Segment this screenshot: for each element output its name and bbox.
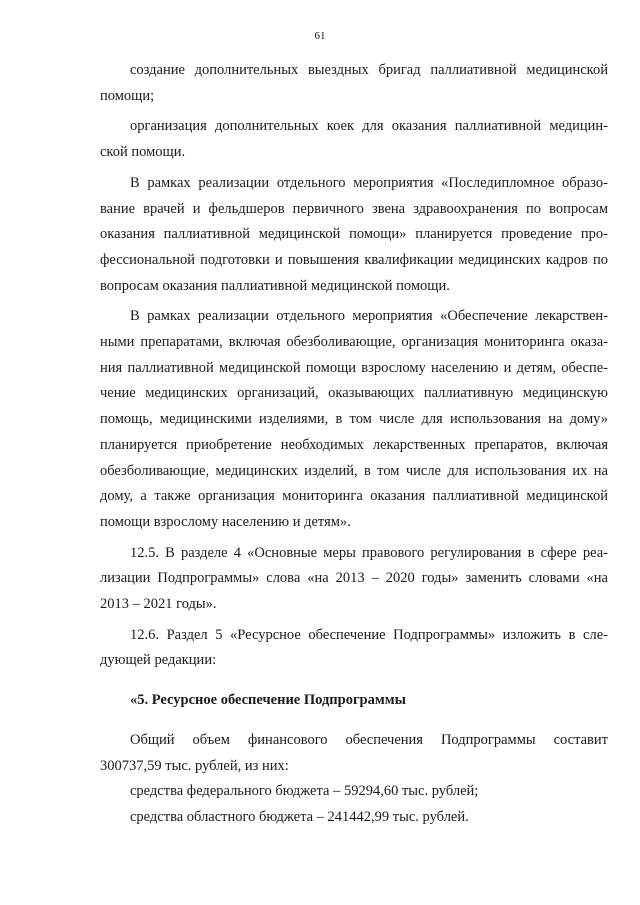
paragraph: [100, 58, 608, 109]
paragraph: [100, 805, 608, 831]
text-line: создание дополнительных выездных бригад паллиативной медицинской: [130, 62, 608, 78]
text-line: Общий объем финансового обеспечения Подпрограммы составит: [130, 731, 608, 748]
paragraph: [100, 171, 608, 300]
paragraph: [100, 779, 608, 805]
text-line: 12.6. Раздел 5 «Ресурсное обеспечение Подпрограммы» изложить в сле-: [130, 626, 608, 643]
text-line: помощи взрослому населению и детям».: [100, 513, 351, 530]
paragraph: [100, 623, 608, 674]
document-body: [100, 58, 608, 831]
text-line: В рамках реализации отдельного мероприятия «Последипломное образо-: [130, 174, 608, 191]
text-line: 300737,59 тыс. рублей, из них:: [100, 757, 289, 774]
text-line: планируется приобретение необходимых лекарственных препаратов, включая: [100, 436, 608, 453]
text-line: средства федерального бюджета – 59294,60 тыс. рублей;: [130, 783, 479, 800]
text-line: 12.5. В разделе 4 «Основные меры правового регулирования в сфере реа-: [130, 544, 608, 561]
text-line: оказания паллиативной медицинской помощи» планируется проведение про-: [100, 226, 608, 243]
text-line: ской помощи.: [100, 144, 186, 161]
text-line: 2013 – 2021 годы».: [100, 596, 217, 613]
text-line: ными препаратами, включая обезболивающие, организация мониторинга оказа-: [100, 334, 608, 351]
text-line: чение медицинских организаций, оказывающих паллиативную медицинскую: [100, 385, 608, 402]
text-line: помощь, медицинскими изделиями, в том числе для использования на дому»: [100, 411, 608, 428]
text-line: дующей редакции:: [100, 652, 217, 669]
text-line: вопросам оказания паллиативной медицинской помощи.: [100, 277, 450, 294]
paragraph: [100, 114, 608, 165]
paragraph: [100, 541, 608, 618]
text-line: помощи;: [100, 87, 155, 104]
paragraph: [100, 728, 608, 779]
text-line: фессиональной подготовки и повышения квалификации медицинских кадров по: [100, 251, 608, 268]
text-line: средства областного бюджета – 241442,99 тыс. рублей.: [130, 808, 469, 825]
text-line: дому, а также организация мониторинга оказания паллиативной медицинской: [100, 488, 608, 505]
paragraph: [100, 304, 608, 535]
text-line: ния паллиативной медицинской помощи взрослому населению и детям, обеспе-: [100, 359, 608, 376]
text-line: вание врачей и фельдшеров первичного звена здравоохранения по вопросам: [100, 200, 608, 217]
text-line: лизации Подпрограммы» слова «на 2013 – 2020 годы» заменить словами «на: [100, 570, 608, 587]
page-number: 61: [314, 30, 326, 42]
text-line: обезболивающие, медицинских изделий, в том числе для использования их на: [100, 462, 608, 479]
section-heading: «5. Ресурсное обеспечение Подпрограммы: [130, 692, 406, 709]
text-line: В рамках реализации отдельного мероприятия «Обеспечение лекарствен-: [130, 308, 608, 325]
text-line: организация дополнительных коек для оказания паллиативной медицин-: [130, 118, 608, 135]
